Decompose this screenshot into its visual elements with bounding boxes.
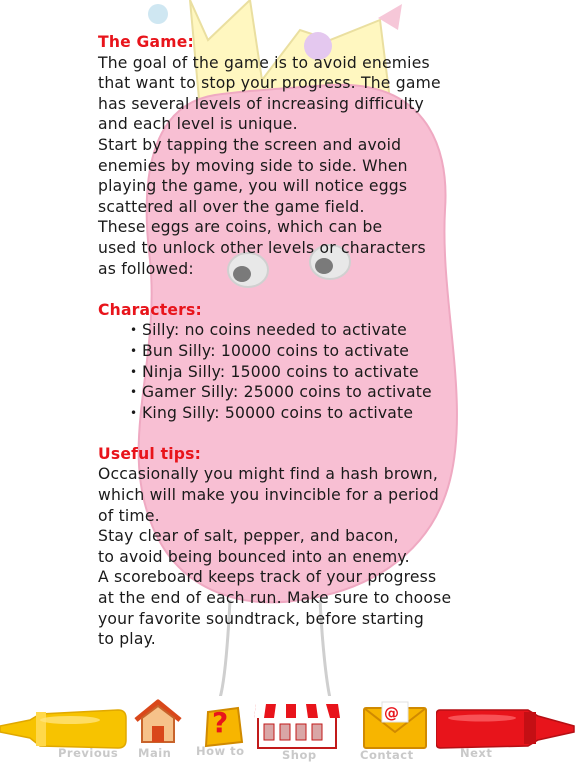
howto-label: How to — [196, 744, 245, 758]
game-line: has several levels of increasing difficulty — [98, 94, 424, 113]
characters-list — [98, 320, 538, 423]
tips-line: Stay clear of salt, pepper, and bacon, — [98, 527, 399, 546]
game-heading: The Game: — [98, 33, 194, 51]
characters-heading: Characters: — [98, 300, 202, 319]
character-item: • King Silly: 50000 coins to activate — [130, 403, 538, 424]
character-item: • Silly: no coins needed to activate — [130, 320, 538, 341]
bottom-nav — [0, 696, 576, 768]
mustard-bottle-icon — [0, 696, 130, 752]
main-label: Main — [138, 746, 172, 760]
instructions-content — [98, 32, 538, 650]
game-line: The goal of the game is to avoid enemies — [98, 53, 430, 72]
spacer — [98, 279, 538, 300]
tips-line: to avoid being bounced into an enemy. — [98, 547, 410, 566]
game-line: These eggs are coins, which can be — [98, 218, 383, 237]
tips-line: Occasionally you might find a hash brown, — [98, 465, 439, 484]
game-line: used to unlock other levels or characters — [98, 238, 426, 257]
previous-button[interactable] — [0, 696, 130, 768]
howto-button[interactable] — [194, 696, 250, 768]
ketchup-bottle-icon — [436, 696, 576, 752]
house-icon — [132, 696, 184, 746]
previous-label: Previous — [58, 746, 119, 760]
contact-label: Contact — [360, 748, 414, 762]
game-line: enemies by moving side to side. When — [98, 156, 408, 175]
character-item: • Ninja Silly: 15000 coins to activate — [130, 362, 538, 383]
tips-line: at the end of each run. Make sure to choose — [98, 589, 452, 608]
game-line: and each level is unique. — [98, 115, 298, 134]
game-line: playing the game, you will notice eggs — [98, 177, 408, 196]
crown-jewel-left — [148, 4, 168, 24]
tips-line: your favorite soundtrack, before starting — [98, 609, 424, 628]
game-line: that want to stop your progress. The game — [98, 74, 441, 93]
character-item: • Bun Silly: 10000 coins to activate — [130, 341, 538, 362]
tips-line: which will make you invincible for a period — [98, 486, 440, 505]
contact-button[interactable] — [356, 696, 432, 768]
tips-heading: Useful tips: — [98, 444, 202, 463]
shop-button[interactable] — [252, 696, 342, 768]
shop-label: Shop — [282, 748, 317, 762]
game-line: as followed: — [98, 259, 194, 278]
next-button[interactable] — [436, 696, 576, 768]
main-button[interactable] — [132, 696, 184, 768]
tips-line: of time. — [98, 506, 160, 525]
spacer — [98, 423, 538, 444]
question-mark-icon: ? — [212, 706, 229, 739]
storefront-icon — [252, 696, 342, 750]
game-line: Start by tapping the screen and avoid — [98, 135, 402, 154]
tips-line: to play. — [98, 630, 156, 649]
character-item: • Gamer Silly: 25000 coins to activate — [130, 382, 538, 403]
game-line: scattered all over the game field. — [98, 197, 365, 216]
next-label: Next — [460, 746, 493, 760]
tips-line: A scoreboard keeps track of your progress — [98, 568, 437, 587]
at-sign-icon: @ — [384, 704, 399, 722]
